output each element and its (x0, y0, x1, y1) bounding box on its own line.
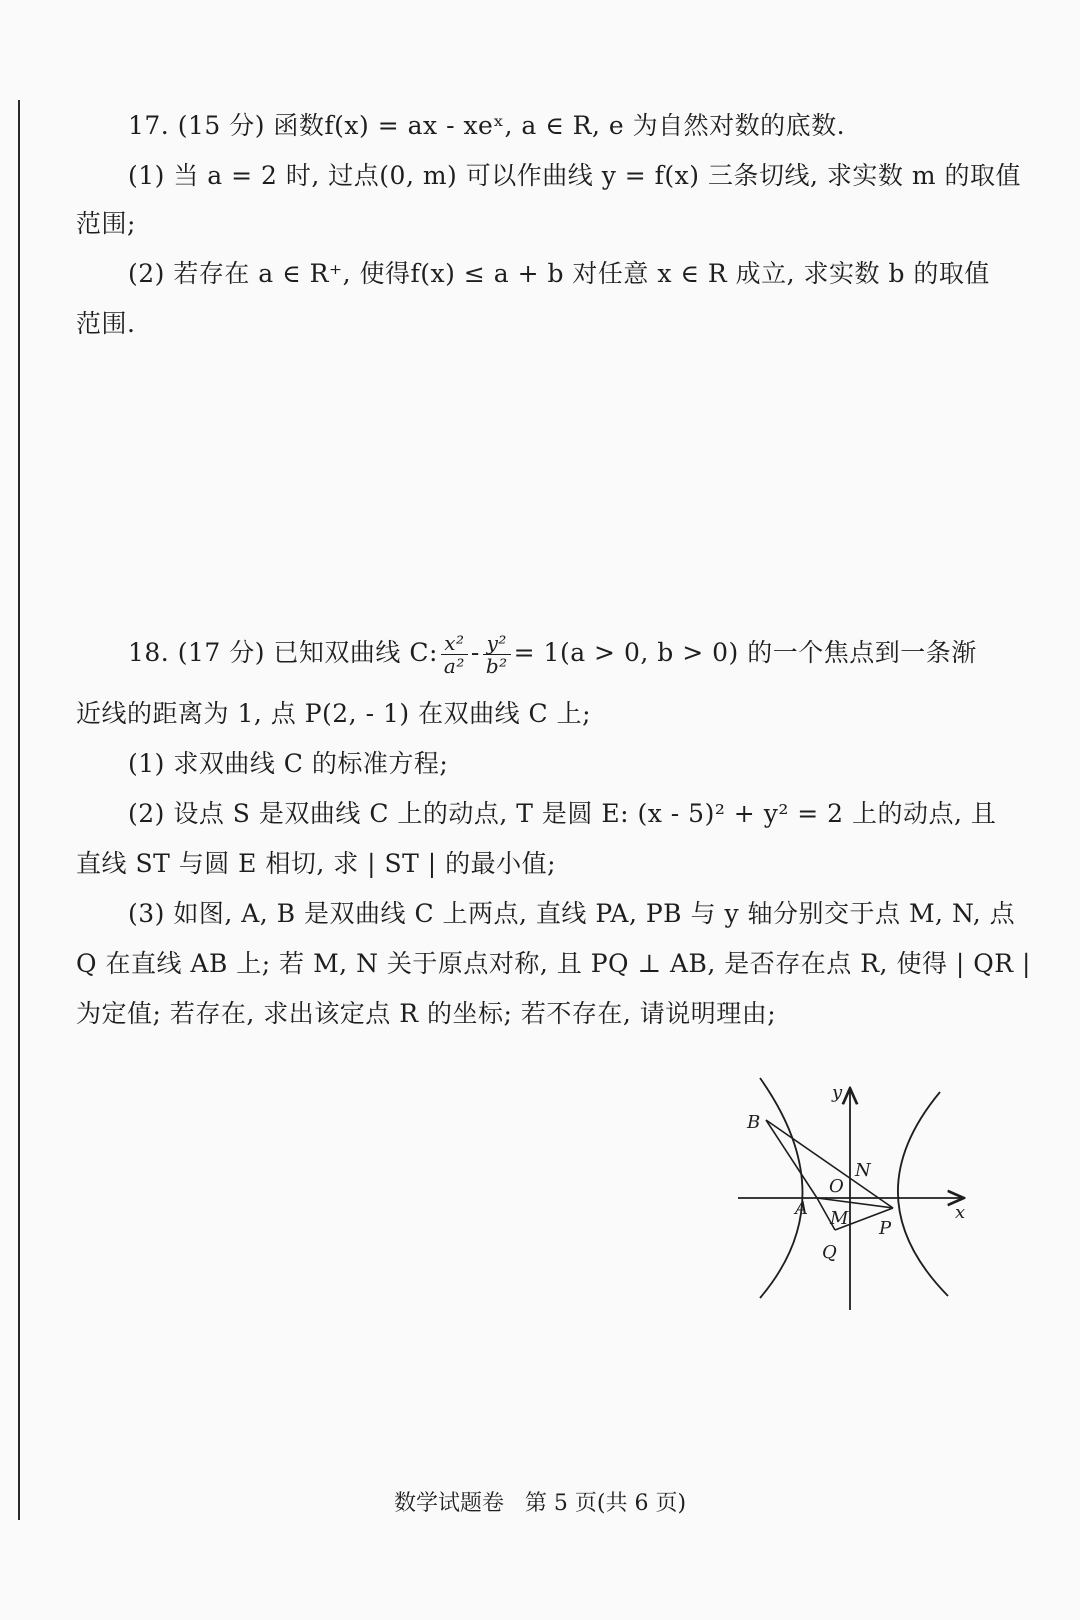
label-Q: Q (822, 1242, 837, 1263)
q18-part3-line3: 为定值; 若存在, 求出该定点 R 的坐标; 若不存在, 请说明理由; (76, 999, 777, 1028)
q17-part2-line1: (2) 若存在 a ∈ R⁺, 使得f(x) ≤ a + b 对任意 x ∈ R 成立, 求实数 b 的取值 (128, 259, 990, 288)
fraction-y2-over-b2 (483, 632, 511, 677)
label-P: P (879, 1218, 892, 1239)
frac1-numerator: x² (441, 632, 468, 655)
frac2-denominator: b² (485, 654, 508, 678)
q18-part3-line1: (3) 如图, A, B 是双曲线 C 上两点, 直线 PA, PB 与 y 轴分别交于点 M, N, 点 (128, 899, 1016, 928)
label-x: x (955, 1202, 966, 1223)
q18-header (128, 632, 977, 677)
line-BA (766, 1120, 817, 1198)
hyperbola-right-branch (898, 1092, 948, 1296)
frac1-denominator: a² (443, 654, 465, 678)
fraction-x2-over-a2 (441, 632, 468, 677)
q18-part3-line2: Q 在直线 AB 上; 若 M, N 关于原点对称, 且 PQ ⊥ AB, 是否存在点 R, 使得 | QR | (76, 949, 1031, 978)
frac2-numerator: y² (483, 632, 511, 655)
label-O: O (829, 1176, 844, 1197)
q17-part2-line2: 范围. (76, 309, 136, 338)
q17-header: 17. (15 分) 函数f(x) = ax - xeˣ, a ∈ R, e 为自然对数的底数. (128, 111, 846, 140)
page-footer: 数学试题卷 第 5 页(共 6 页) (393, 1491, 687, 1516)
q18-intro-suffix: = 1(a > 0, b > 0) 的一个焦点到一条渐 (513, 638, 977, 667)
left-margin-line (18, 100, 20, 1520)
q18-intro-prefix: 18. (17 分) 已知双曲线 C: (128, 638, 438, 667)
label-M: M (830, 1208, 849, 1229)
label-y: y (832, 1082, 843, 1103)
q17-part1-line2: 范围; (76, 209, 136, 238)
q17-part1-line1: (1) 当 a = 2 时, 过点(0, m) 可以作曲线 y = f(x) 三条切线, 求实数 m 的取值 (128, 161, 1021, 190)
q18-part2-line2: 直线 ST 与圆 E 相切, 求 | ST | 的最小值; (76, 849, 557, 878)
minus-sign: - (470, 638, 480, 667)
hyperbola-left-branch (760, 1078, 803, 1298)
q18-line2: 近线的距离为 1, 点 P(2, - 1) 在双曲线 C 上; (76, 699, 592, 728)
hyperbola-figure (720, 1045, 980, 1320)
label-B: B (747, 1112, 761, 1133)
q18-part2-line1: (2) 设点 S 是双曲线 C 上的动点, T 是圆 E: (x - 5)² + y² = 2 上的动点, 且 (128, 799, 997, 828)
q18-part1: (1) 求双曲线 C 的标准方程; (128, 749, 449, 778)
label-N: N (855, 1160, 871, 1181)
label-A: A (795, 1198, 808, 1219)
